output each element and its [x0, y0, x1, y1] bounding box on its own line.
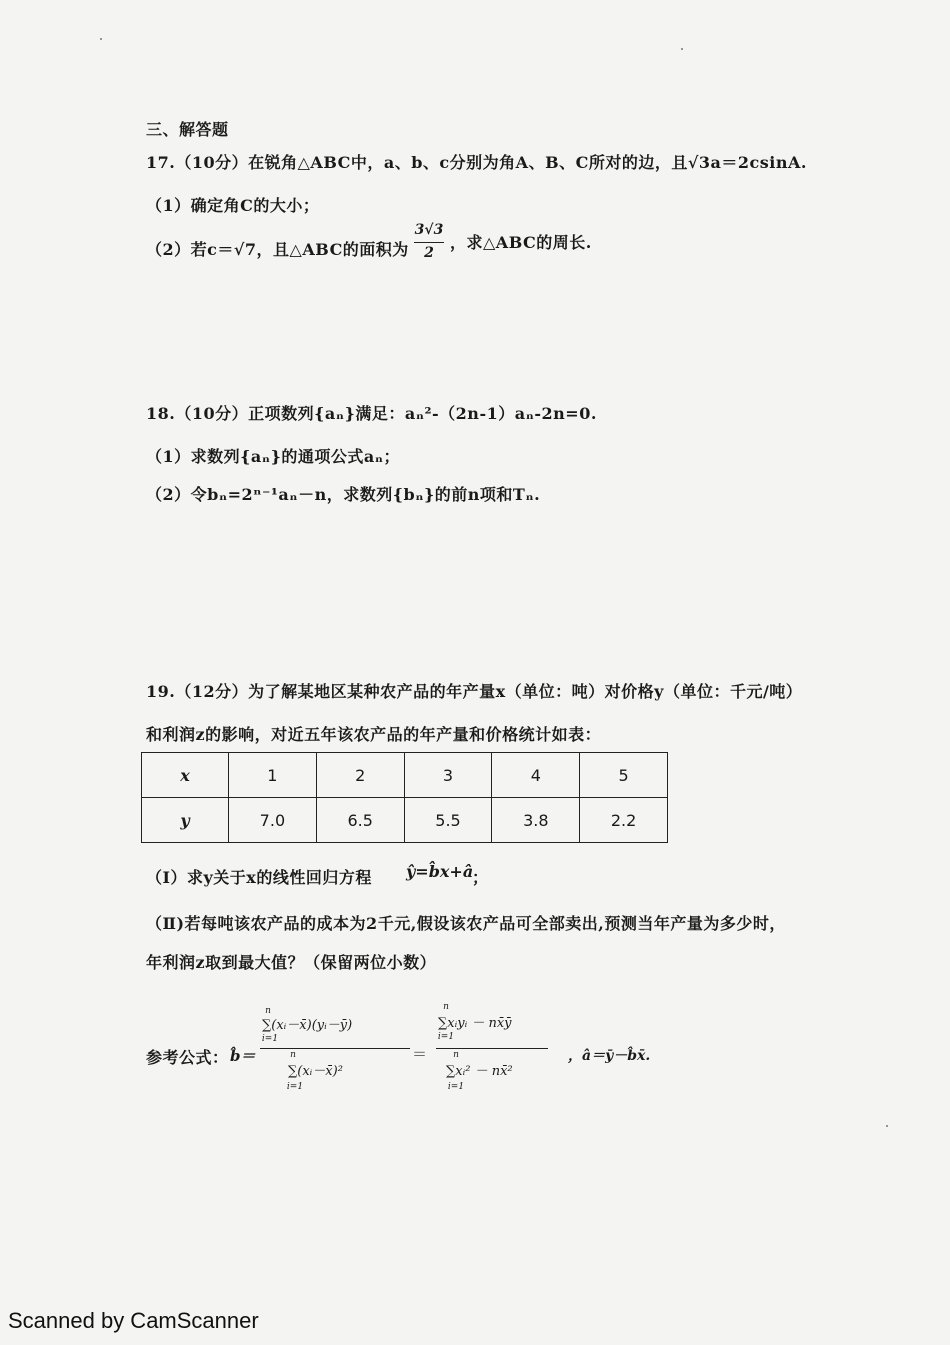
table-cell: 2.2 [580, 798, 668, 843]
reference-label: 参考公式： [146, 1048, 229, 1067]
section-title: 三、解答题 [146, 120, 229, 139]
q17-stem: 17.（10分）在锐角△ABC中，a、b、c分别为角A、B、C所对的边，且√3a＝2csinA. [146, 153, 807, 172]
q17-area-numerator: 3√3 [414, 222, 444, 238]
q17-part2-b: ，求△ABC的周长. [450, 233, 592, 252]
sum-lower-limit: i=1 [286, 1082, 304, 1092]
sum-upper-limit: n [453, 1050, 459, 1060]
q18-stem: 18.（10分）正项数列{aₙ}满足：aₙ²-（2n-1）aₙ-2n=0. [146, 404, 597, 423]
table-cell: 3 [404, 753, 492, 798]
table-row-y [142, 798, 668, 843]
scan-speck [681, 48, 683, 50]
q17-area-denominator: 2 [424, 245, 434, 261]
q19-stem-line2: 和利润z的影响，对近五年该农产品的年产量和价格统计如表： [146, 725, 602, 744]
equals-sign: ＝ [412, 1045, 428, 1063]
formula2-numerator: ∑xᵢyᵢ － nx̄ȳ [438, 1016, 512, 1031]
q19-part1-b: ； [472, 868, 489, 887]
table-cell: 5.5 [404, 798, 492, 843]
q17-part2-a: （2）若c＝√7，且△ABC的面积为 [146, 240, 409, 259]
scan-speck [886, 1125, 888, 1127]
scanner-watermark: Scanned by CamScanner [8, 1308, 259, 1333]
data-table [141, 752, 668, 843]
sum-upper-limit: n [443, 1002, 449, 1012]
formula1-numerator: ∑(xᵢ－x̄)(yᵢ－ȳ) [262, 1018, 353, 1033]
q17-part1: （1）确定角C的大小； [146, 196, 320, 215]
q19-part2-line2: 年利润z取到最大值？（保留两位小数） [146, 953, 437, 972]
sum-lower-limit: i=1 [447, 1082, 465, 1092]
table-cell: 3.8 [492, 798, 580, 843]
sum-lower-limit: i=1 [437, 1032, 455, 1042]
table-cell: 1 [229, 753, 317, 798]
formula1-denominator: ∑(xᵢ－x̄)² [288, 1064, 343, 1079]
table-header-x: x [142, 753, 229, 798]
table-header-y: y [142, 798, 229, 843]
table-cell: 5 [580, 753, 668, 798]
sum-upper-limit: n [265, 1006, 271, 1016]
q18-part1: （1）求数列{aₙ}的通项公式aₙ； [146, 447, 401, 466]
table-row-x [142, 753, 668, 798]
table-cell: 6.5 [316, 798, 404, 843]
q19-part2-line1: （Ⅱ)若每吨该农产品的成本为2千元,假设该农产品可全部卖出,预测当年产量为多少时， [146, 914, 786, 933]
q19-regression-equation: ŷ=b̂x+â [406, 862, 474, 881]
sum-lower-limit: i=1 [261, 1034, 279, 1044]
sum-upper-limit: n [290, 1050, 296, 1060]
table-cell: 4 [492, 753, 580, 798]
a-hat-formula: ，â＝ȳ－b̂x̄. [568, 1048, 651, 1064]
q17-area-fraction-bar [414, 242, 444, 243]
q19-stem-line1: 19.（12分）为了解某地区某种农产品的年产量x（单位：吨）对价格y（单位：千元/吨） [146, 682, 803, 701]
formula2-denominator: ∑xᵢ² － nx̄² [446, 1064, 513, 1079]
table-cell: 7.0 [229, 798, 317, 843]
q19-part1-a: （Ⅰ）求y关于x的线性回归方程 [146, 868, 372, 887]
q18-part2: （2）令bₙ=2ⁿ⁻¹aₙ－n，求数列{bₙ}的前n项和Tₙ. [146, 485, 541, 504]
table-cell: 2 [316, 753, 404, 798]
b-hat-symbol: b̂＝ [230, 1047, 256, 1065]
scan-speck [100, 38, 102, 40]
